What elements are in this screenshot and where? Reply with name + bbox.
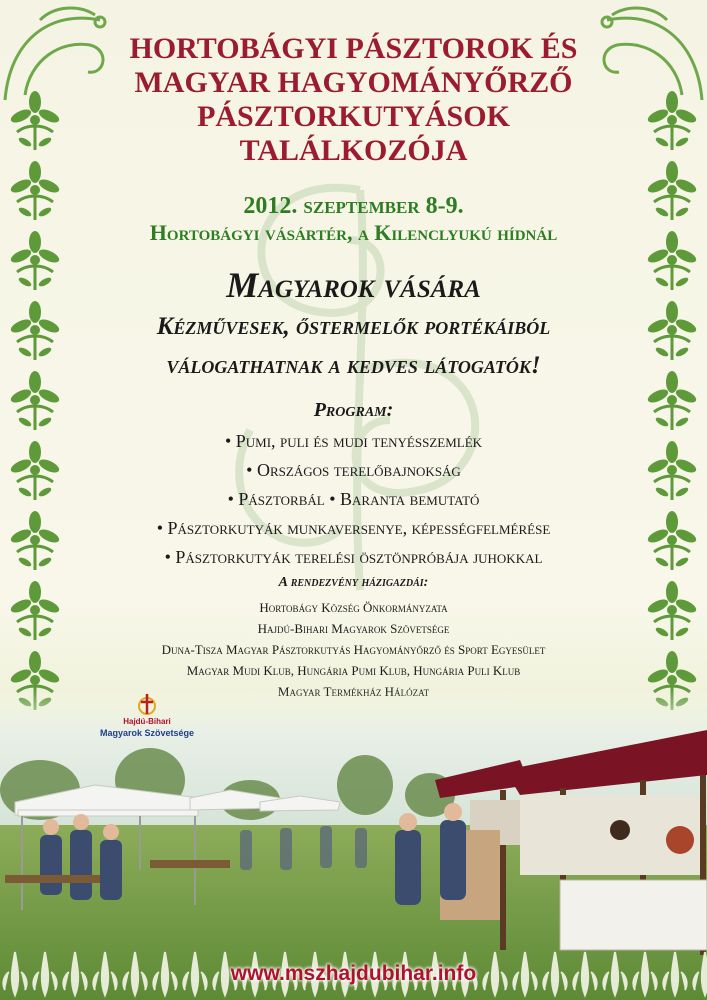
floral-motif (646, 581, 698, 640)
logo-line: Magyarok Szövetsége (99, 728, 195, 738)
floral-motif (9, 511, 61, 570)
cross-sun-logo-icon (139, 694, 155, 714)
floral-ornament-icon (637, 90, 707, 730)
floral-motif (9, 581, 61, 640)
host-item: Hajdú-Bihari Magyarok Szövetsége (257, 621, 450, 636)
subline: válogathatnak a kedves látogatók! (166, 352, 541, 379)
title-line: TALÁLKOZÓJA (239, 134, 468, 167)
host-item: Hortobágy Község Önkormányzata (259, 600, 448, 615)
host-item: Magyar Mudi Klub, Hungária Pumi Klub, Hungária Puli Klub (186, 663, 521, 678)
floral-motif (9, 161, 61, 220)
host-item: Duna-Tisza Magyar Pásztorkutyás Hagyományőrző és Sport Egyesület (161, 642, 546, 657)
floral-motif (9, 441, 61, 500)
subline: Kézművesek, őstermelők portékáiból (156, 313, 551, 340)
event-place: Hortobágyi vásártér, a Kilenclyukú hídnál (149, 220, 558, 245)
event-date: 2012. szeptember 8-9. (243, 193, 464, 219)
title-line: PÁSZTORKUTYÁSOK (197, 100, 510, 133)
floral-motif (646, 231, 698, 290)
floral-motif (646, 91, 698, 150)
logo-line: Hajdú-Bihari (123, 717, 171, 726)
program-item: • Pásztorkutyák terelési ösztönpróbája juhokkal (164, 547, 543, 567)
program-item: • Országos terelőbajnokság (246, 460, 461, 480)
program-list (60, 427, 647, 572)
floral-motif (9, 231, 61, 290)
hosts-list (60, 597, 647, 702)
program-item: • Pásztorkutyák munkaversenye, képességfelmérése (156, 518, 551, 538)
website-link[interactable]: www.mszhajdubihar.info (230, 962, 477, 985)
floral-motif (646, 511, 698, 570)
headline: Magyarok vására (226, 265, 481, 305)
program-title: Program: (313, 399, 394, 421)
floral-motif (9, 91, 61, 150)
title-line: HORTOBÁGYI PÁSZTOROK ÉS (129, 32, 578, 65)
floral-motif (646, 161, 698, 220)
title-line: MAGYAR HAGYOMÁNYŐRZŐ (134, 66, 573, 99)
program-item: • Pásztorbál • Baranta bemutató (227, 489, 480, 509)
poster-title (90, 32, 617, 168)
program-item: • Pumi, puli és mudi tenyésszemlék (224, 431, 483, 451)
association-logo (92, 692, 202, 742)
floral-motif (646, 441, 698, 500)
hosts-title: A rendezvény házigazdái: (278, 575, 429, 590)
